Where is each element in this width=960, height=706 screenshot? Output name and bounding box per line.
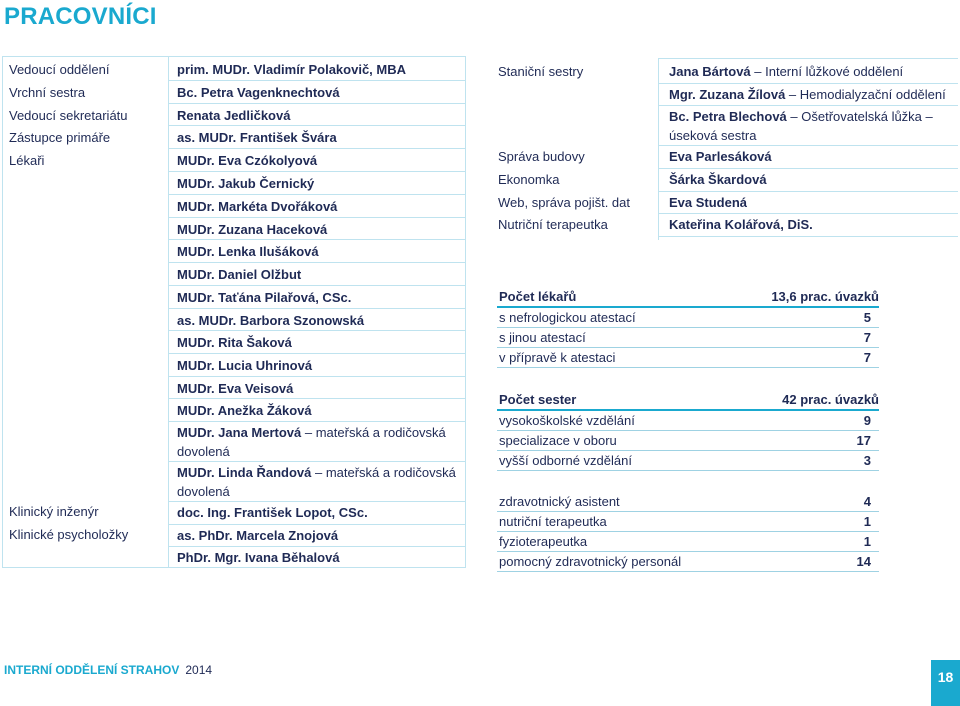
stats-label: s jinou atestací <box>499 330 586 345</box>
person-name: Renata Jedličková <box>177 108 291 123</box>
person-name: MUDr. Daniel Olžbut <box>177 267 302 282</box>
person-name: as. MUDr. František Švára <box>177 130 337 145</box>
position-label: Nutriční terapeutka <box>498 217 608 232</box>
row-divider <box>169 125 465 126</box>
staff-entry <box>669 85 952 104</box>
nursing-staff-table <box>490 58 958 240</box>
stats-label: vyšší odborné vzdělání <box>499 453 632 468</box>
staff-name: Mgr. Zuzana Žílová <box>669 87 786 102</box>
row-divider <box>169 148 465 149</box>
stats-row <box>497 328 879 348</box>
staff-name: Eva Studená <box>669 195 748 210</box>
stats-label: s nefrologickou atestací <box>499 310 636 325</box>
stats-row <box>497 532 879 552</box>
staff-name: Kateřina Kolářová, DiS. <box>669 217 813 232</box>
role-label: Klinický inženýr <box>9 504 99 519</box>
staff-entry <box>669 107 952 145</box>
person-note: – mateřská a rodičovská dovolená <box>177 465 456 499</box>
stats-row <box>497 348 879 368</box>
stats-label: zdravotnický asistent <box>499 494 620 509</box>
person-name: MUDr. Lucia Uhrinová <box>177 358 313 373</box>
nurses-stats-table <box>497 390 879 471</box>
stats-row <box>497 552 879 572</box>
row-divider <box>169 239 465 240</box>
person-name: PhDr. Mgr. Ivana Běhalová <box>177 550 340 565</box>
row-divider <box>659 145 958 146</box>
stats-value: 1 <box>863 514 871 529</box>
person-name: MUDr. Anežka Žáková <box>177 403 312 418</box>
row-divider <box>169 103 465 104</box>
person-name: prim. MUDr. Vladimír Polakovič, MBA <box>177 62 406 77</box>
page-footer <box>4 663 212 677</box>
person-name: MUDr. Eva Czókolyová <box>177 153 318 168</box>
row-divider <box>659 83 958 84</box>
row-divider <box>169 398 465 399</box>
footer-department: INTERNÍ ODDĚLENÍ STRAHOV <box>4 663 180 677</box>
staff-name: Bc. Petra Blechová <box>669 109 787 124</box>
row-divider <box>659 213 958 214</box>
stats-header-value: 13,6 prac. úvazků <box>771 289 879 304</box>
role-label: Lékaři <box>9 153 45 168</box>
staff-name: Šárka Škardová <box>669 172 767 187</box>
position-label: Web, správa pojišt. dat <box>498 195 630 210</box>
row-divider <box>169 376 465 377</box>
stats-label: specializace v oboru <box>499 433 617 448</box>
person-name: doc. Ing. František Lopot, CSc. <box>177 505 368 520</box>
person-name: MUDr. Zuzana Haceková <box>177 222 328 237</box>
position-label: Staniční sestry <box>498 64 584 79</box>
staff-note: – Ošetřovatelská lůžka – úseková sestra <box>669 109 933 143</box>
stats-row <box>497 492 879 512</box>
position-label: Ekonomka <box>498 172 560 187</box>
row-divider <box>169 524 465 525</box>
person-note: – mateřská a rodičovská dovolená <box>177 425 446 459</box>
stats-value: 3 <box>863 453 871 468</box>
stats-value: 14 <box>856 554 871 569</box>
staff-name: Jana Bártová <box>669 64 751 79</box>
row-divider <box>169 194 465 195</box>
stats-value: 7 <box>863 330 871 345</box>
person-name: MUDr. Markéta Dvořáková <box>177 199 338 214</box>
staff-table <box>2 56 466 568</box>
position-label: Správa budovy <box>498 149 585 164</box>
row-divider <box>659 105 958 106</box>
row-divider <box>169 330 465 331</box>
row-divider <box>169 285 465 286</box>
role-label: Klinické psycholožky <box>9 527 129 542</box>
stats-row <box>497 512 879 532</box>
page-title: PRACOVNÍCI <box>4 3 157 30</box>
person-name: MUDr. Taťána Pilařová, CSc. <box>177 290 352 305</box>
row-divider <box>169 80 465 81</box>
person-name: Bc. Petra Vagenknechtová <box>177 85 340 100</box>
row-divider <box>169 461 465 462</box>
role-label: Vrchní sestra <box>9 85 86 100</box>
person-name: as. PhDr. Marcela Znojová <box>177 528 339 543</box>
stats-header-value: 42 prac. úvazků <box>782 392 879 407</box>
stats-label: pomocný zdravotnický personál <box>499 554 682 569</box>
roles-column <box>3 57 168 567</box>
stats-value: 4 <box>863 494 871 509</box>
role-label: Vedoucí oddělení <box>9 62 110 77</box>
row-divider <box>169 421 465 422</box>
person-name-with-note <box>177 423 459 461</box>
stats-header-label: Počet sester <box>499 392 577 407</box>
staff-entry <box>669 62 952 81</box>
person-name: as. MUDr. Barbora Szonowská <box>177 313 365 328</box>
role-label: Vedoucí sekretariátu <box>9 108 128 123</box>
row-divider <box>169 262 465 263</box>
positions-column <box>490 58 658 240</box>
row-divider <box>169 353 465 354</box>
person-name: MUDr. Lenka Ilušáková <box>177 244 319 259</box>
staff-name: Eva Parlesáková <box>669 149 772 164</box>
stats-row <box>497 411 879 431</box>
row-divider <box>659 236 958 237</box>
staff-note: – Interní lůžkové oddělení <box>754 64 904 79</box>
footer-year: 2014 <box>185 663 213 677</box>
stats-row <box>497 451 879 471</box>
stats-label: fyzioterapeutka <box>499 534 588 549</box>
row-divider <box>169 546 465 547</box>
row-divider <box>169 217 465 218</box>
row-divider <box>659 58 958 59</box>
staff-note: – Hemodialyzační oddělení <box>788 87 946 102</box>
row-divider <box>169 501 465 502</box>
persons-column <box>168 57 465 567</box>
stats-value: 5 <box>863 310 871 325</box>
person-name: MUDr. Linda Řandová <box>177 465 312 480</box>
person-name-with-note <box>177 463 459 501</box>
stats-row <box>497 308 879 328</box>
stats-value: 7 <box>863 350 871 365</box>
stats-label: vysokoškolské vzdělání <box>499 413 635 428</box>
row-divider <box>659 168 958 169</box>
row-divider <box>169 171 465 172</box>
row-divider <box>659 191 958 192</box>
stats-label: v přípravě k atestaci <box>499 350 616 365</box>
stats-header-label: Počet lékařů <box>499 289 577 304</box>
stats-value: 17 <box>856 433 871 448</box>
stats-header-row <box>497 287 879 308</box>
row-divider <box>169 308 465 309</box>
role-label: Zástupce primáře <box>9 130 111 145</box>
stats-row <box>497 431 879 451</box>
page-number: 18 <box>931 660 960 706</box>
stats-value: 1 <box>863 534 871 549</box>
person-name: MUDr. Jana Mertová <box>177 425 302 440</box>
stats-value: 9 <box>863 413 871 428</box>
person-name: MUDr. Eva Veisová <box>177 381 294 396</box>
other-stats-table <box>497 492 879 572</box>
staff-names-column <box>658 58 958 240</box>
doctors-stats-table <box>497 287 879 368</box>
stats-label: nutriční terapeutka <box>499 514 607 529</box>
person-name: MUDr. Rita Šaková <box>177 335 292 350</box>
person-name: MUDr. Jakub Černický <box>177 176 315 191</box>
stats-header-row <box>497 390 879 411</box>
